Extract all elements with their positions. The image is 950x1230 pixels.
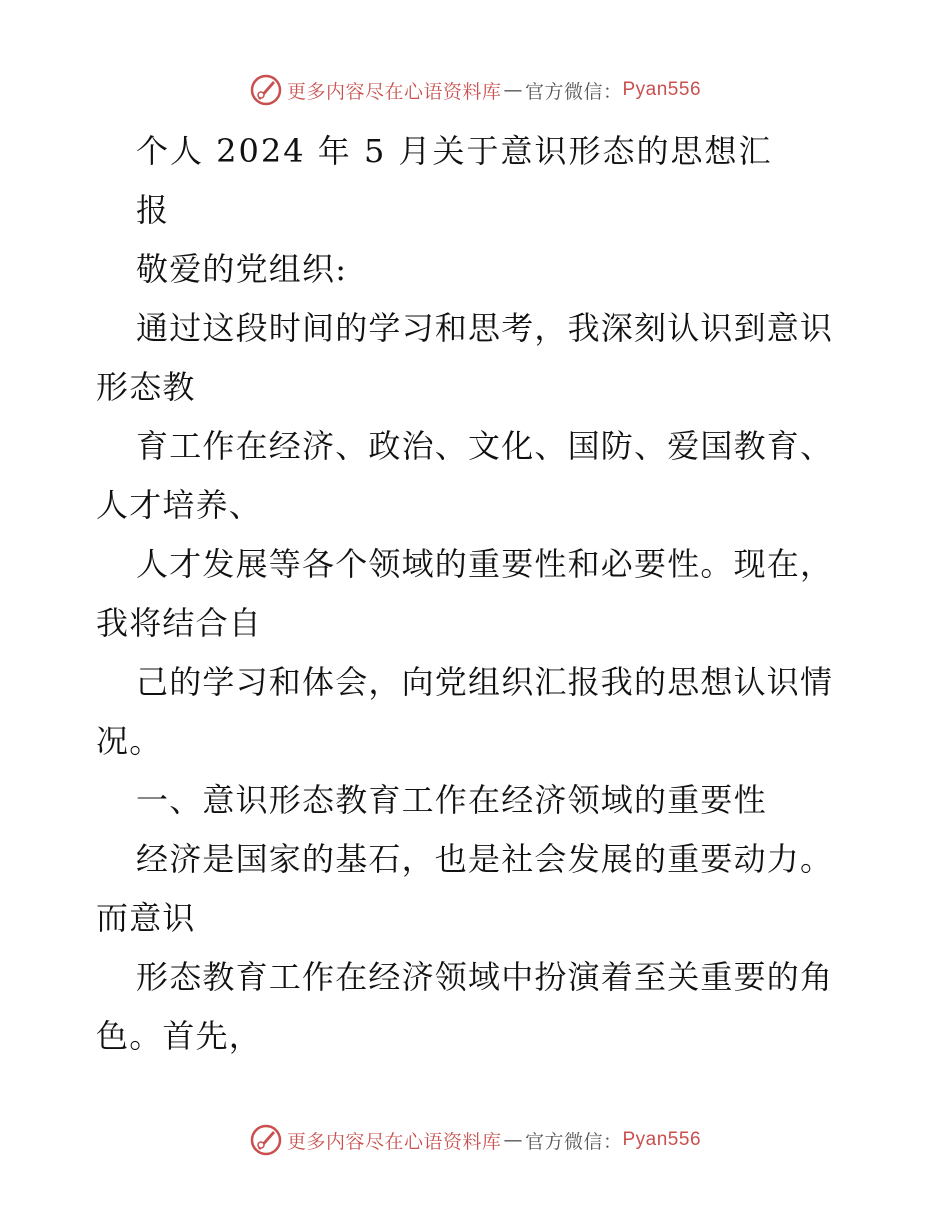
footer-watermark-banner — [0, 1120, 950, 1160]
header-watermark-banner — [0, 70, 950, 110]
paragraph-line: 而意识 — [96, 899, 196, 937]
paragraph-line: 况。 — [96, 722, 163, 760]
banner-separator: — — [503, 1129, 523, 1151]
banner-wechat-id: Pyan556 — [622, 1129, 702, 1150]
paragraph-line: 人才培养、 — [96, 486, 263, 524]
document-title-line-1: 个人 2024 年 5 月关于意识形态的思想汇 — [136, 132, 773, 170]
paragraph-line: 色。首先， — [96, 1017, 263, 1055]
document-title-line-2: 报 — [136, 191, 171, 229]
banner-separator: — — [503, 79, 523, 101]
banner-wechat-label: 官方微信： — [524, 1130, 623, 1153]
paragraph-line: 通过这段时间的学习和思考，我深刻认识到意识 — [136, 309, 834, 347]
paragraph-line: 己的学习和体会，向党组织汇报我的思想认识情 — [136, 663, 834, 701]
paragraph-line: 育工作在经济、政治、文化、国防、爱国教育、 — [136, 427, 834, 465]
document-body — [96, 122, 866, 1066]
banner-wechat-id: Pyan556 — [622, 79, 702, 100]
section-heading: 一、意识形态教育工作在经济领域的重要性 — [136, 781, 767, 819]
banner-site-text: 更多内容尽在心语资料库 — [286, 80, 502, 103]
quill-pen-logo-icon — [249, 1123, 283, 1157]
paragraph-line: 经济是国家的基石，也是社会发展的重要动力。 — [136, 840, 834, 878]
paragraph-line: 形态教育工作在经济领域中扮演着至关重要的角 — [136, 958, 834, 996]
quill-pen-logo-icon — [249, 73, 283, 107]
banner-site-text: 更多内容尽在心语资料库 — [286, 1130, 502, 1153]
banner-wechat-label: 官方微信： — [524, 80, 623, 103]
paragraph-line: 我将结合自 — [96, 604, 263, 642]
paragraph-line: 人才发展等各个领域的重要性和必要性。现在， — [136, 545, 834, 583]
salutation: 敬爱的党组织: — [136, 250, 348, 288]
paragraph-line: 形态教 — [96, 368, 196, 406]
